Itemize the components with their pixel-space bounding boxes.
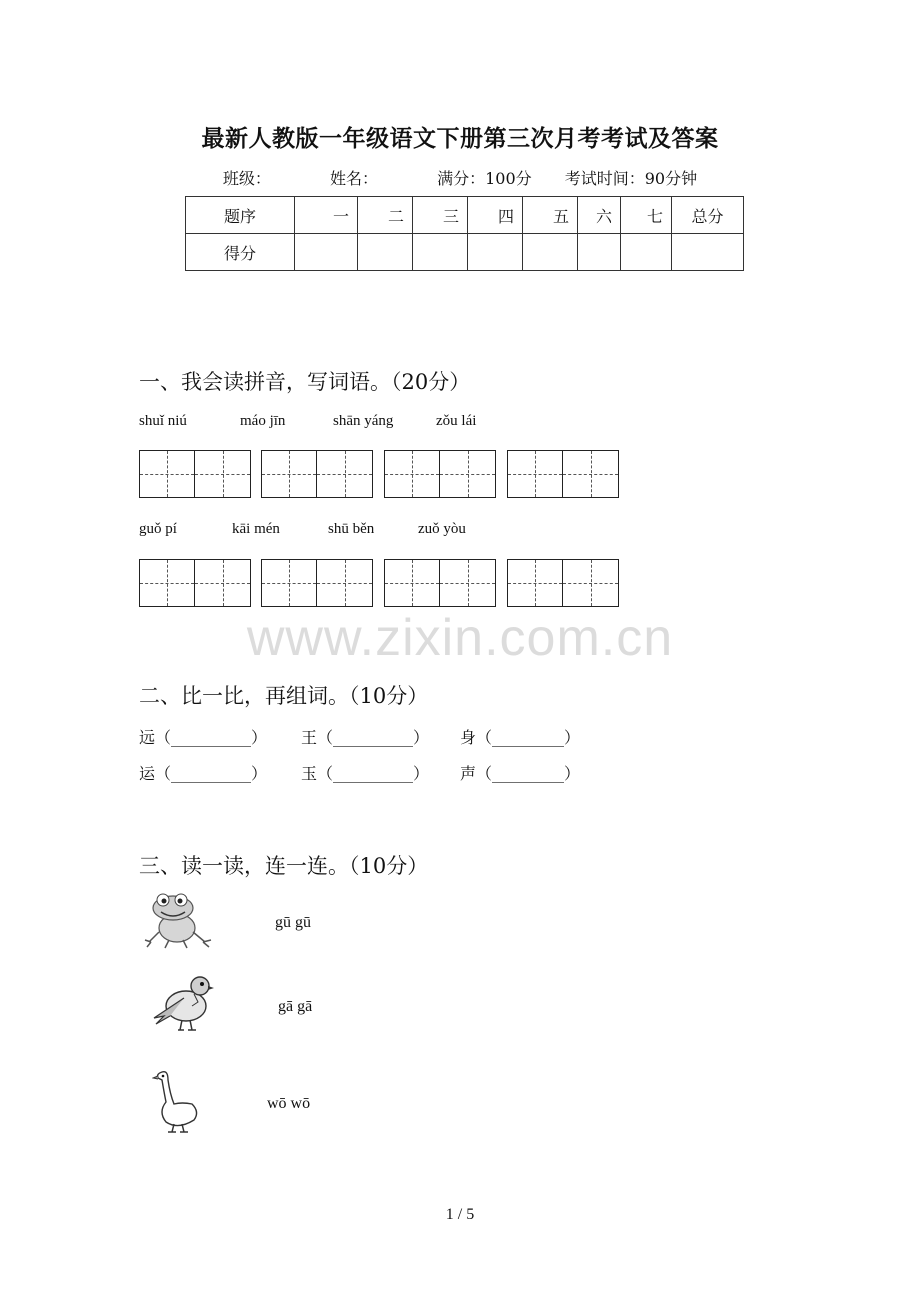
writing-grid[interactable] xyxy=(507,559,619,607)
section3-heading: 三、读一读，连一连。（10分） xyxy=(139,854,429,878)
section1-heading: 一、我会读拼音，写词语。（20分） xyxy=(139,370,471,394)
grid-cell[interactable] xyxy=(261,559,317,607)
watermark: www.zixin.com.cn xyxy=(246,609,674,667)
table-cell: 题序 xyxy=(186,197,295,234)
exam-time-label: 考试时间：90分钟 xyxy=(564,169,698,188)
word-row-1 xyxy=(139,725,619,745)
score-input-cell[interactable] xyxy=(621,234,672,271)
score-input-cell[interactable] xyxy=(672,234,744,271)
pinyin-label: máo jīn xyxy=(240,413,286,429)
pinyin-label: kāi mén xyxy=(232,521,280,537)
full-score-label: 满分：100分 xyxy=(437,169,532,188)
score-input-cell[interactable] xyxy=(358,234,413,271)
score-table-score-row xyxy=(186,234,744,271)
table-cell: 总分 xyxy=(672,197,744,234)
word-blank[interactable]: 声（_________） xyxy=(460,764,581,783)
score-input-cell[interactable] xyxy=(523,234,578,271)
score-input-cell[interactable] xyxy=(578,234,621,271)
grid-cell[interactable] xyxy=(195,559,251,607)
writing-grid[interactable] xyxy=(261,450,373,498)
grid-cell[interactable] xyxy=(139,450,195,498)
exam-info xyxy=(0,166,920,189)
name-label: 姓名： xyxy=(329,169,378,188)
grid-cell[interactable] xyxy=(317,559,373,607)
sound-label[interactable]: wō wō xyxy=(267,1095,311,1112)
word-blank[interactable]: 玉（__________） xyxy=(301,764,430,783)
grid-cell[interactable] xyxy=(507,450,563,498)
table-cell: 二 xyxy=(358,197,413,234)
table-cell: 五 xyxy=(523,197,578,234)
pinyin-label: shuǐ niú xyxy=(139,413,187,429)
writing-grid[interactable] xyxy=(507,450,619,498)
grid-cell[interactable] xyxy=(195,450,251,498)
score-input-cell[interactable] xyxy=(468,234,523,271)
pinyin-label: shū běn xyxy=(328,521,375,537)
pinyin-label: shān yáng xyxy=(333,413,394,429)
score-table-header-row xyxy=(186,197,744,234)
table-cell: 一 xyxy=(295,197,358,234)
table-cell: 三 xyxy=(413,197,468,234)
grid-cell[interactable] xyxy=(563,450,619,498)
grid-cell[interactable] xyxy=(384,559,440,607)
grid-cell[interactable] xyxy=(317,450,373,498)
writing-grid[interactable] xyxy=(384,559,496,607)
grid-cell[interactable] xyxy=(139,559,195,607)
word-blank[interactable]: 运（__________） xyxy=(139,764,268,783)
page-title: 最新人教版一年级语文下册第三次月考考试及答案 xyxy=(201,125,719,152)
writing-grid[interactable] xyxy=(261,559,373,607)
page-number: 1 / 5 xyxy=(445,1206,475,1223)
pinyin-label: zuǒ yòu xyxy=(418,521,466,537)
score-input-cell[interactable] xyxy=(413,234,468,271)
sound-label[interactable]: gā gā xyxy=(278,998,313,1015)
table-cell: 四 xyxy=(468,197,523,234)
grid-cell[interactable] xyxy=(261,450,317,498)
writing-grid[interactable] xyxy=(139,559,251,607)
word-blank[interactable]: 远（__________） xyxy=(139,728,268,747)
pinyin-label: guǒ pí xyxy=(139,521,177,537)
class-label: 班级： xyxy=(222,169,271,188)
pinyin-row-1 xyxy=(139,413,639,433)
score-input-cell[interactable] xyxy=(295,234,358,271)
frog-icon[interactable] xyxy=(143,892,213,950)
word-blank[interactable]: 王（__________） xyxy=(301,728,430,747)
goose-icon[interactable] xyxy=(152,1068,202,1134)
section2-heading: 二、比一比，再组词。（10分） xyxy=(139,684,429,708)
word-blank[interactable]: 身（_________） xyxy=(460,728,581,747)
grid-cell[interactable] xyxy=(563,559,619,607)
table-cell: 七 xyxy=(621,197,672,234)
writing-grid[interactable] xyxy=(384,450,496,498)
writing-grid[interactable] xyxy=(139,450,251,498)
grid-cell[interactable] xyxy=(384,450,440,498)
score-table xyxy=(185,196,744,271)
grid-cell[interactable] xyxy=(507,559,563,607)
grid-cell[interactable] xyxy=(440,559,496,607)
table-cell: 六 xyxy=(578,197,621,234)
word-row-2 xyxy=(139,761,619,781)
pinyin-label: zǒu lái xyxy=(436,413,477,429)
table-cell: 得分 xyxy=(186,234,295,271)
grid-cell[interactable] xyxy=(440,450,496,498)
sound-label[interactable]: gū gū xyxy=(275,914,311,931)
pigeon-icon[interactable] xyxy=(150,972,214,1034)
pinyin-row-2 xyxy=(139,521,639,541)
